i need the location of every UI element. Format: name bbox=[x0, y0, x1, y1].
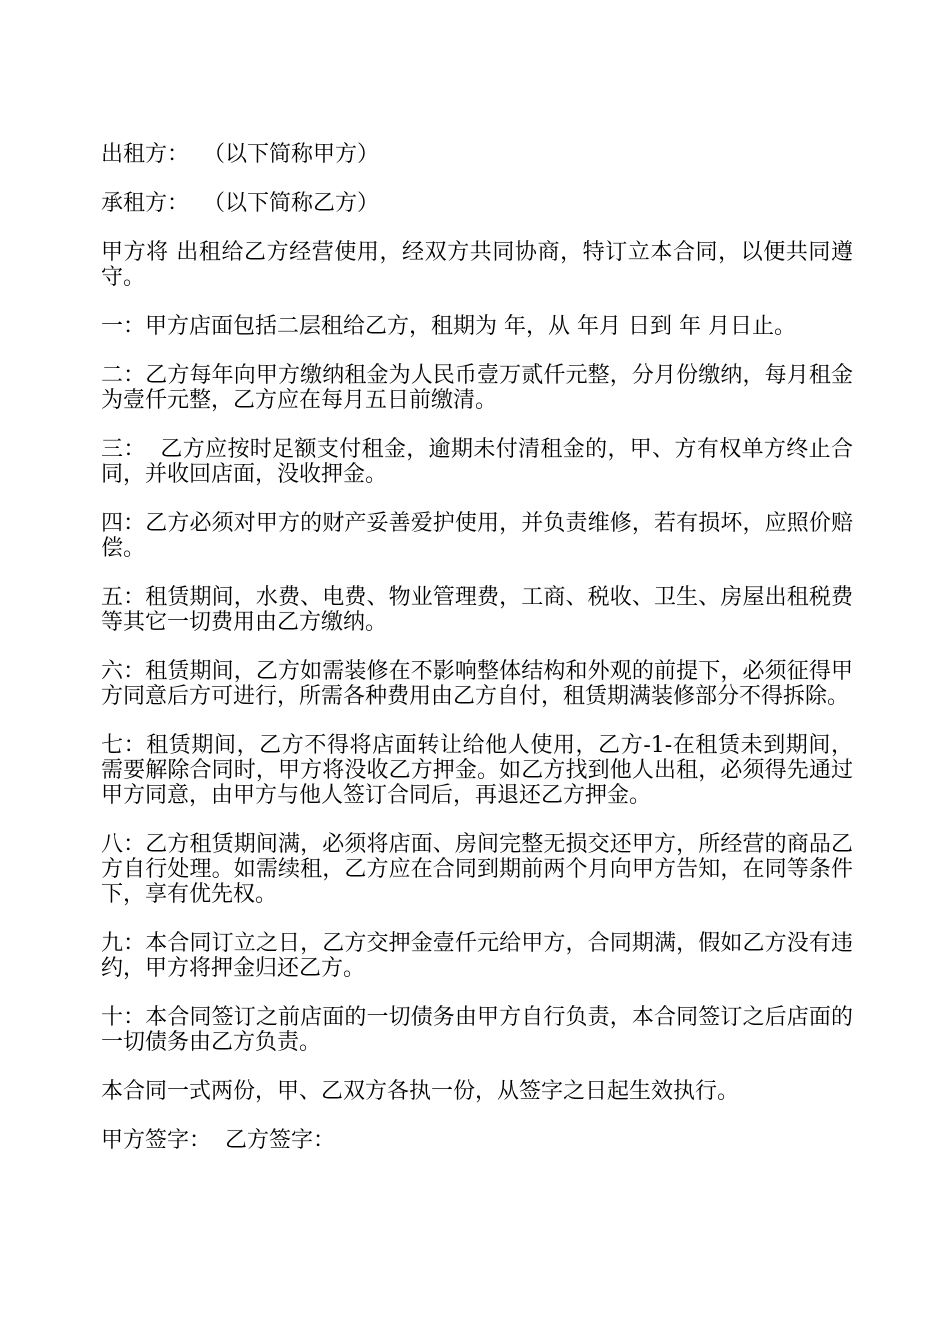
clause-8: 八：乙方租赁期间满，必须将店面、房间完整无损交还甲方，所经营的商品乙方自行处理。如需续租，乙方应在合同到期前两个月向甲方告知，在同等条件下，享有优先权。 bbox=[101, 832, 853, 907]
lessor-line: 出租方： （以下简称甲方） bbox=[101, 142, 379, 167]
clause-1: 一：甲方店面包括二层租给乙方，租期为 年，从 年月 日到 年 月日止。 bbox=[101, 314, 796, 339]
clause-2: 二：乙方每年向甲方缴纳租金为人民币壹万贰仟元整，分月份缴纳，每月租金为壹仟元整，乙方应在每月五日前缴清。 bbox=[101, 363, 853, 413]
contract-body bbox=[101, 142, 853, 1177]
clause-7: 七：租赁期间，乙方不得将店面转让给他人使用，乙方-1-在租赁未到期间，需要解除合同时，甲方将没收乙方押金。如乙方找到他人出租，必须得先通过甲方同意，由甲方与他人签订合同后，再退还乙方押金。 bbox=[101, 733, 853, 808]
lessee-line: 承租方： （以下简称乙方） bbox=[101, 191, 379, 216]
clause-6: 六：租赁期间，乙方如需装修在不影响整体结构和外观的前提下，必须征得甲方同意后方可进行，所需各种费用由乙方自付，租赁期满装修部分不得拆除。 bbox=[101, 659, 853, 709]
clause-3: 三： 乙方应按时足额支付租金，逾期未付清租金的，甲、方有权单方终止合同，并收回店面，没收押金。 bbox=[101, 437, 853, 487]
clause-5: 五：租赁期间，水费、电费、物业管理费，工商、税收、卫生、房屋出租税费等其它一切费用由乙方缴纳。 bbox=[101, 585, 853, 635]
clause-9: 九：本合同订立之日，乙方交押金壹仟元给甲方，合同期满，假如乙方没有违约，甲方将押金归还乙方。 bbox=[101, 931, 853, 981]
clause-10: 十：本合同签订之前店面的一切债务由甲方自行负责，本合同签订之后店面的一切债务由乙方负责。 bbox=[101, 1005, 853, 1055]
preamble-paragraph: 甲方将 出租给乙方经营使用，经双方共同协商，特订立本合同，以便共同遵守。 bbox=[101, 240, 853, 290]
clause-4: 四：乙方必须对甲方的财产妥善爱护使用，并负责维修，若有损坏，应照价赔偿。 bbox=[101, 511, 853, 561]
copies-statement: 本合同一式两份，甲、乙双方各执一份，从签字之日起生效执行。 bbox=[101, 1079, 740, 1104]
signature-line: 甲方签字： 乙方签字： bbox=[101, 1128, 335, 1153]
